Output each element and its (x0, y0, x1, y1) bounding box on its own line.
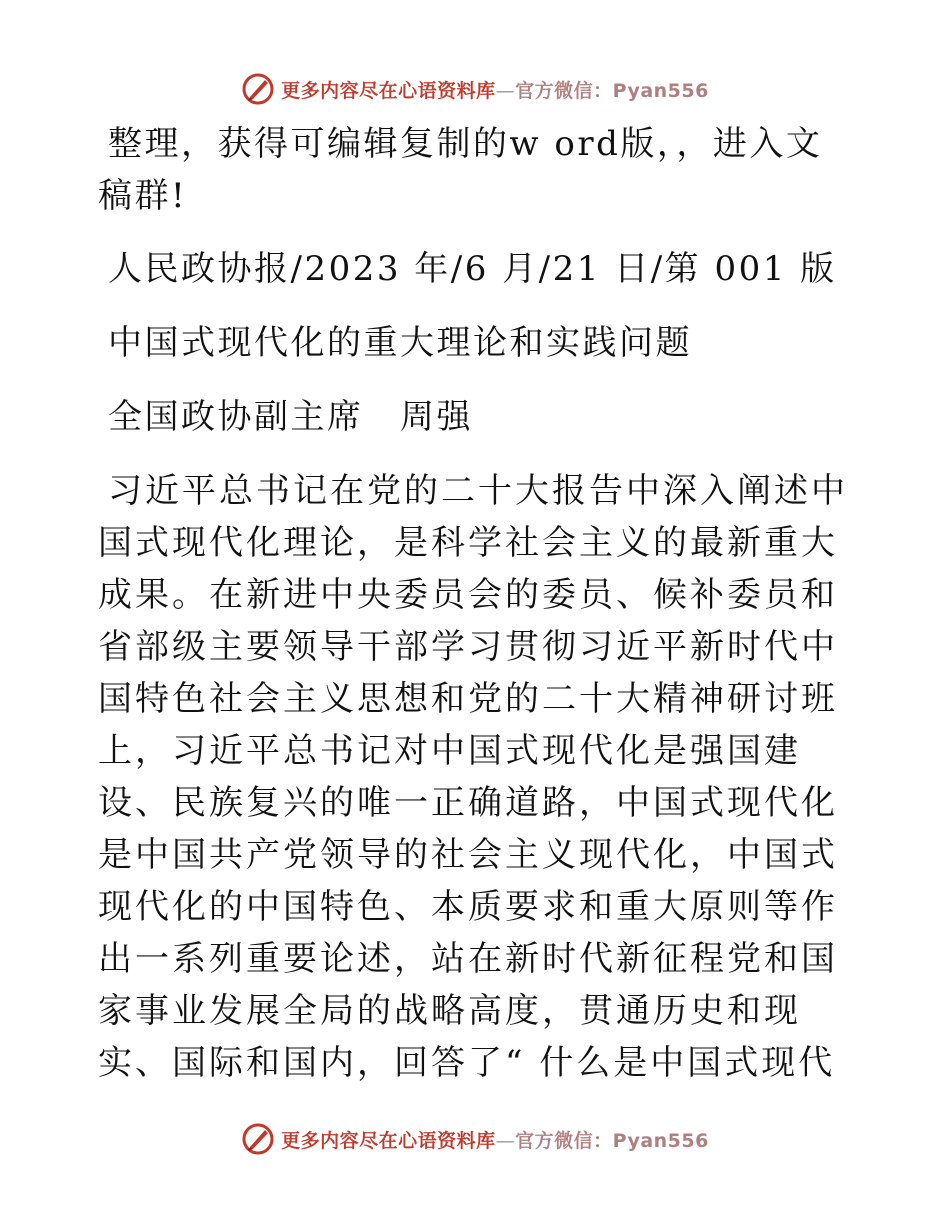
article-title: 中国式现代化的重大理论和实践问题 (108, 323, 692, 363)
watermark-separator: — (495, 79, 516, 102)
watermark-separator: — (495, 1129, 516, 1152)
body-paragraph: 习近平总书记在党的二十大报告中深入阐述中国式现代化理论，是科学社会主义的最新重大成果。在新进中央委员会的委员、候补委员和省部级主要领导干部学习贯彻习近平新时代中国特色社会主义思想和党的二十大精神研讨班上，习近平总书记对中国式现代化是强国建设、民族复兴的唯一正确道路，中国式现代化是中国共产党领导的社会主义现代化，中国式现代化的中国特色、本质要求和重大原则等作出一系列重要论述，站在新时代新征程党和国家事业发展全局的战略高度，贯通历史和现实、国际和国内，回答了“ 什么是中国式现代 (98, 471, 848, 1083)
watermark-text (281, 76, 709, 103)
watermark-wechat-id: Pyan556 (612, 1129, 709, 1152)
watermark-footer (0, 1122, 950, 1156)
watermark-wechat-id: Pyan556 (612, 79, 709, 102)
quill-seal-icon (241, 72, 275, 106)
intro-note: 整理，获得可编辑复制的w ord版，，进入文稿群! (98, 124, 823, 216)
author-line: 全国政协副主席 周强 (108, 397, 473, 437)
watermark-wechat-label: 官方微信： (515, 1129, 613, 1152)
source-line: 人民政协报/2023 年/6 月/21 日/第 001 版 (108, 249, 837, 289)
watermark-site-text: 更多内容尽在心语资料库 (281, 1129, 496, 1152)
document-body (98, 118, 858, 1110)
quill-seal-icon (241, 1122, 275, 1156)
watermark-header (0, 72, 950, 106)
watermark-wechat-label: 官方微信： (515, 79, 613, 102)
watermark-text (281, 1126, 709, 1153)
watermark-site-text: 更多内容尽在心语资料库 (281, 79, 496, 102)
